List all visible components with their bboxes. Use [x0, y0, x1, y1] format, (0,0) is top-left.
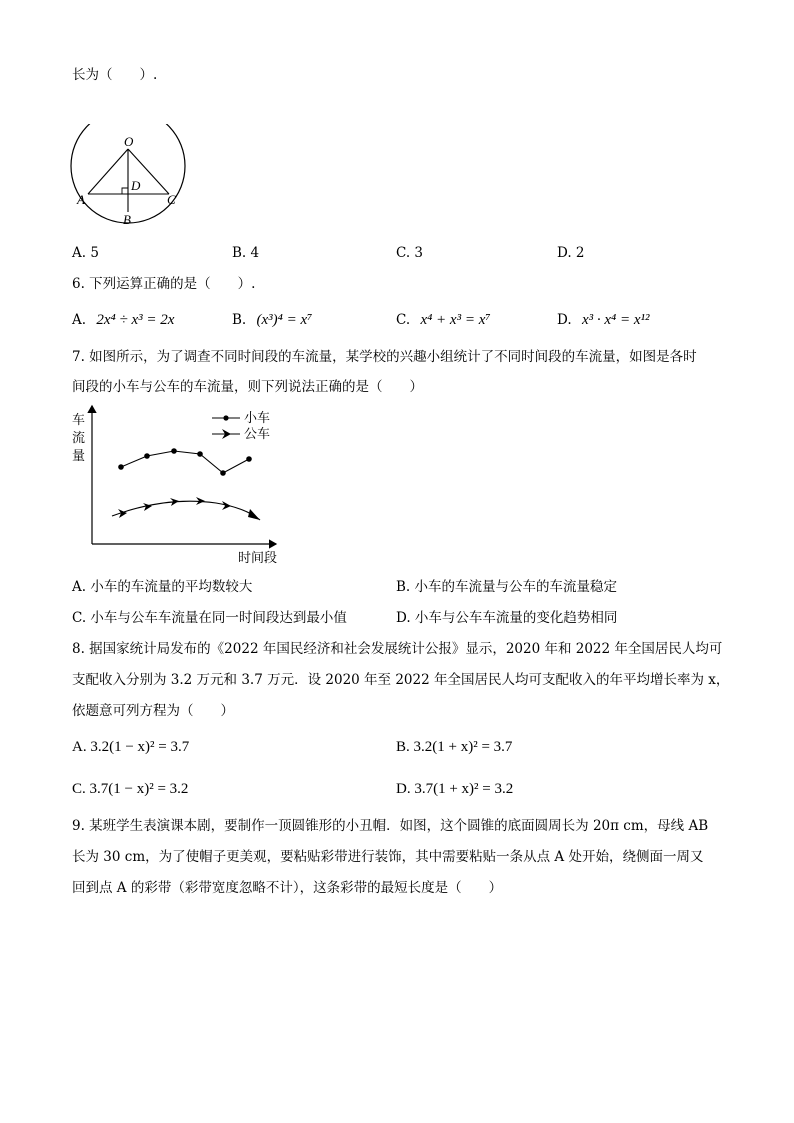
car-point [220, 470, 226, 476]
q8-option-a: A. 3.2(1 − x)² = 3.7 [72, 739, 190, 755]
q6-option-b-letter: B. [232, 312, 247, 328]
bus-arrow [222, 501, 231, 510]
q7-option-d: D. 小车与公车车流量的变化趋势相同 [396, 610, 618, 626]
q5-option-c: C. 3 [396, 245, 424, 261]
q6-stem: 6. 下列运算正确的是（ ）. [72, 276, 256, 292]
q7-stem-line2: 间段的小车与公车的车流量，则下列说法正确的是（ ） [72, 379, 423, 395]
x-axis-label: 时间段 [238, 550, 278, 565]
legend-car: 小车 [244, 410, 271, 425]
q9-stem-line3: 回到点 A 的彩带（彩带宽度忽略不计），这条彩带的最短长度是（ ） [72, 880, 503, 896]
q6-option-b [232, 311, 312, 329]
q7-option-c: C. 小车与公车车流量在同一时间段达到最小值 [72, 610, 347, 626]
q8-option-d: D. 3.7(1 + x)² = 3.2 [396, 781, 514, 797]
q5-circle-figure [64, 124, 194, 230]
y-label-1: 车 [72, 412, 86, 427]
q5-stem-tail: 长为（ ）. [72, 67, 158, 83]
q7-option-a: A. 小车的车流量的平均数较大 [72, 579, 253, 595]
q7-stem-line1: 7. 如图所示，为了调查不同时间段的车流量，某学校的兴趣小组统计了不同时间段的车流量，如图是各时 [72, 349, 697, 365]
q6-option-a [72, 311, 174, 329]
car-point [118, 464, 124, 470]
q8-option-c: C. 3.7(1 − x)² = 3.2 [72, 781, 189, 797]
q6-option-d [557, 311, 650, 329]
q6-option-c-letter: C. [396, 312, 411, 328]
q8-option-b: B. 3.2(1 + x)² = 3.7 [396, 739, 513, 755]
q6-option-c [396, 311, 491, 329]
q9-stem-line1: 9. 某班学生表演课本剧，要制作一顶圆锥形的小丑帽．如图，这个圆锥的底面圆周长为 20π cm，母线 AB [72, 818, 709, 834]
label-O: O [124, 134, 134, 149]
car-point [171, 448, 177, 454]
q6-option-b-expr: (x³)⁴ = x⁷ [256, 312, 313, 328]
y-label-3: 量 [72, 448, 86, 463]
bus-arrow [143, 503, 152, 511]
q5-option-d: D. 2 [557, 245, 585, 261]
label-D: D [131, 178, 141, 193]
q5-option-a: A. 5 [72, 245, 99, 261]
q6-option-d-letter: D. [557, 312, 572, 328]
q9-stem-line2: 长为 30 cm，为了使帽子更美观，要粘贴彩带进行装饰，其中需要粘贴一条从点 A 处开始，绕侧面一周又 [72, 849, 704, 865]
car-point [197, 451, 203, 457]
q8-stem-line3: 依题意可列方程为（ ） [72, 703, 234, 719]
q7-option-b: B. 小车的车流量与公车的车流量稳定 [396, 579, 618, 595]
label-C: C [167, 192, 176, 207]
q6-option-a-expr: 2x⁴ ÷ x³ = 2x [96, 312, 175, 328]
q8-stem-line1: 8. 据国家统计局发布的《2022 年国民经济和社会发展统计公报》显示，2020 年和 2022 年全国居民人均可 [72, 641, 723, 657]
car-point [144, 453, 150, 459]
q5-option-b: B. 4 [232, 245, 260, 261]
bus-arrow [248, 509, 260, 520]
legend-bus: 公车 [244, 426, 271, 441]
q6-option-d-expr: x³ · x⁴ = x¹² [581, 312, 650, 328]
label-A: A [77, 192, 85, 207]
q8-stem-line2: 支配收入分别为 3.2 万元和 3.7 万元．设 2020 年至 2022 年全国居民人均可支配收入的年平均增长率为 x， [72, 672, 730, 688]
q6-option-a-letter: A. [72, 312, 87, 328]
q7-traffic-figure [66, 400, 296, 570]
car-point [246, 456, 252, 462]
y-label-2: 流 [72, 430, 86, 445]
q6-option-c-expr: x⁴ + x³ = x⁷ [420, 312, 491, 328]
car-series-line [121, 451, 249, 473]
label-B: B [123, 212, 131, 227]
bus-series-curve [112, 501, 260, 520]
